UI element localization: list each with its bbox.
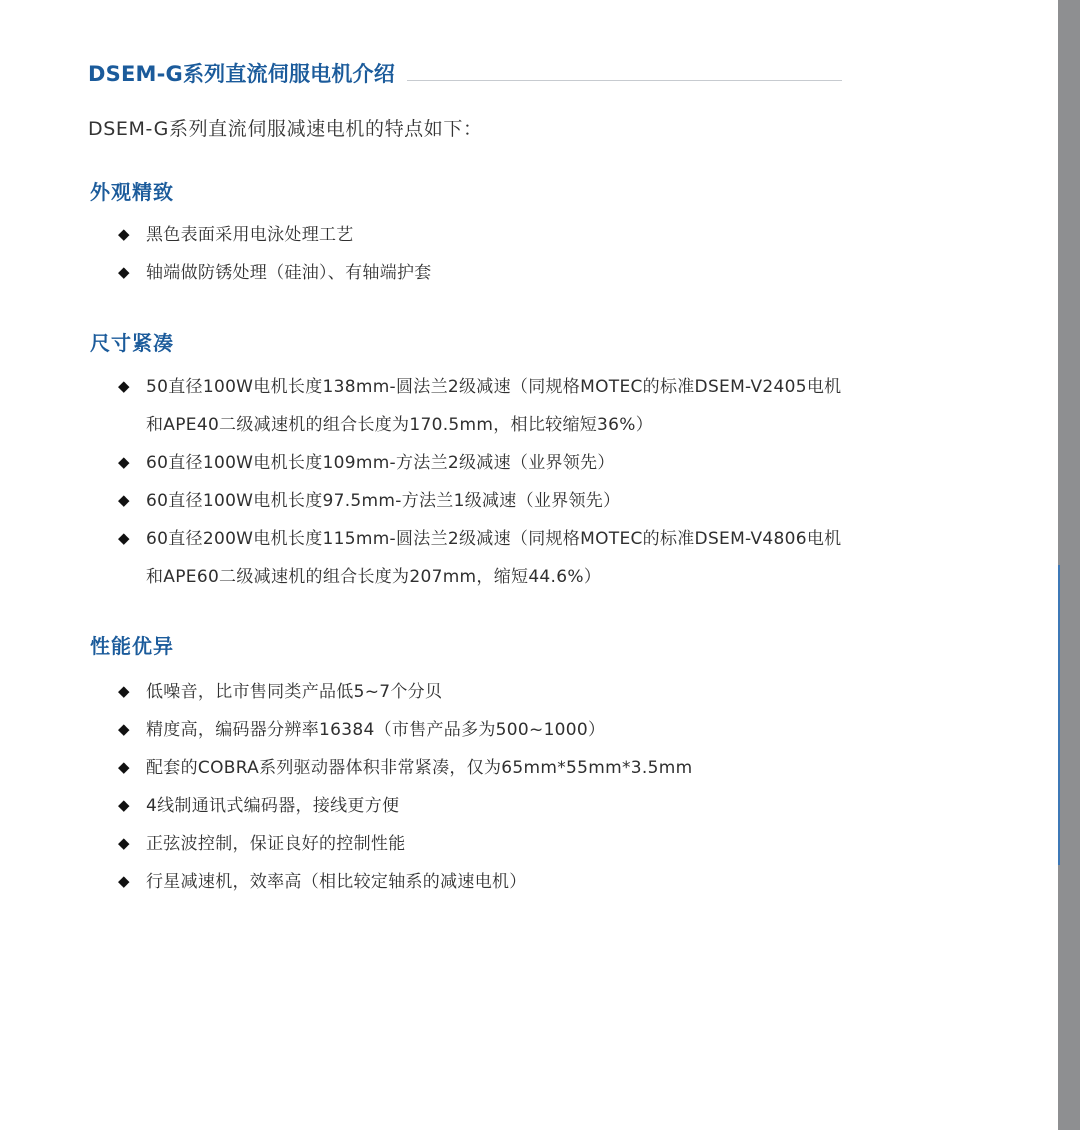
title-underline xyxy=(407,80,842,81)
section-heading-size: 尺寸紧凑 xyxy=(90,331,174,355)
diamond-bullet-icon: ◆ xyxy=(118,834,130,852)
list-item-text-continued: 和APE40二级减速机的组合长度为170.5mm，相比较缩短36%） xyxy=(146,415,654,435)
title-row xyxy=(88,58,842,88)
list-item xyxy=(118,368,938,444)
diamond-bullet-icon: ◆ xyxy=(118,529,130,547)
list-item xyxy=(118,482,938,520)
list-item-text: 精度高，编码器分辨率16384（市售产品多为500~1000） xyxy=(146,720,606,740)
list-item xyxy=(118,825,938,863)
list-item xyxy=(118,254,938,292)
list-item xyxy=(118,863,938,901)
diamond-bullet-icon: ◆ xyxy=(118,720,130,738)
list-item-text: 正弦波控制，保证良好的控制性能 xyxy=(146,834,406,854)
list-item xyxy=(118,749,938,787)
diamond-bullet-icon: ◆ xyxy=(118,682,130,700)
list-item xyxy=(118,787,938,825)
list-item-text-continued: 和APE60二级减速机的组合长度为207mm，缩短44.6%） xyxy=(146,567,602,587)
list-item-text: 4线制通讯式编码器，接线更方便 xyxy=(146,796,400,816)
list-item xyxy=(118,673,938,711)
diamond-bullet-icon: ◆ xyxy=(118,377,130,395)
list-item-text: 60直径100W电机长度109mm-方法兰2级减速（业界领先） xyxy=(146,453,615,473)
list-item xyxy=(118,711,938,749)
intro-text: DSEM-G系列直流伺服减速电机的特点如下： xyxy=(88,118,483,140)
diamond-bullet-icon: ◆ xyxy=(118,796,130,814)
diamond-bullet-icon: ◆ xyxy=(118,453,130,471)
diamond-bullet-icon: ◆ xyxy=(118,872,130,890)
list-item xyxy=(118,520,938,596)
list-item-text: 轴端做防锈处理（硅油）、有轴端护套 xyxy=(146,263,432,283)
list-item-text: 60直径200W电机长度115mm-圆法兰2级减速（同规格MOTEC的标准DSEM-V4806电机 xyxy=(146,529,842,549)
diamond-bullet-icon: ◆ xyxy=(118,491,130,509)
list-item-text: 配套的COBRA系列驱动器体积非常紧凑，仅为65mm*55mm*3.5mm xyxy=(146,758,693,778)
diamond-bullet-icon: ◆ xyxy=(118,758,130,776)
section-heading-appearance: 外观精致 xyxy=(90,180,174,204)
list-item xyxy=(118,216,938,254)
list-item-text: 60直径100W电机长度97.5mm-方法兰1级减速（业界领先） xyxy=(146,491,621,511)
diamond-bullet-icon: ◆ xyxy=(118,263,130,281)
bullet-list-appearance xyxy=(118,216,938,292)
bullet-list-performance xyxy=(118,673,938,901)
diamond-bullet-icon: ◆ xyxy=(118,225,130,243)
list-item-text: 50直径100W电机长度138mm-圆法兰2级减速（同规格MOTEC的标准DSEM-V2405电机 xyxy=(146,377,842,397)
page-title: DSEM-G系列直流伺服电机介绍 xyxy=(88,62,395,86)
list-item-text: 低噪音，比市售同类产品低5~7个分贝 xyxy=(146,682,443,702)
bullet-list-size xyxy=(118,368,938,596)
list-item xyxy=(118,444,938,482)
page-edge-strip xyxy=(1058,0,1080,1130)
list-item-text: 行星减速机，效率高（相比较定轴系的减速电机） xyxy=(146,872,527,892)
list-item-text: 黑色表面采用电泳处理工艺 xyxy=(146,225,354,245)
page-edge-accent xyxy=(1058,565,1060,865)
section-heading-performance: 性能优异 xyxy=(90,634,174,658)
